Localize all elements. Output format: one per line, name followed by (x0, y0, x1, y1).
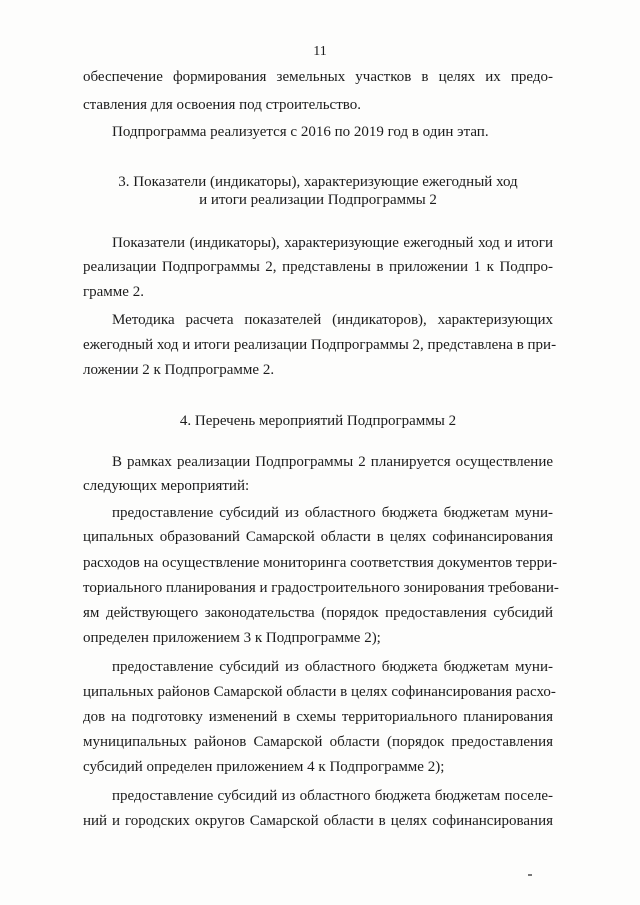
text-line: В рамках реализации Подпрограммы 2 планируется осуществление (112, 454, 553, 470)
scan-speck (528, 874, 532, 876)
list-item-line: ципальных районов Самарской области в целях софинансирования расхо- (83, 684, 556, 700)
text-line: Показатели (индикаторы), характеризующие ежегодный ход и итоги (112, 235, 553, 251)
list-item-line: ципальных образований Самарской области в целях софинансирования (83, 529, 553, 545)
text-line: следующих мероприятий: (83, 478, 250, 494)
list-item-line: предоставление субсидий из областного бюджета бюджетам муни- (112, 659, 553, 675)
text-line: реализации Подпрограммы 2, представлены в приложении 1 к Подпро- (83, 259, 553, 275)
text-line: Подпрограмма реализуется с 2016 по 2019 год в один этап. (112, 124, 489, 140)
list-item-line: предоставление субсидий из областного бюджета бюджетам поселе- (112, 788, 553, 804)
list-item-line: предоставление субсидий из областного бюджета бюджетам муни- (112, 505, 553, 521)
list-item-line: ториального планирования и градостроительного зонирования требовани- (83, 580, 559, 596)
text-line: обеспечение формирования земельных участков в целях их предо- (83, 69, 553, 85)
section-heading-3-line-1: 3. Показатели (индикаторы), характеризующие ежегодный ход (118, 174, 518, 190)
text-line: ложении 2 к Подпрограмме 2. (83, 362, 275, 378)
text-line: ежегодный ход и итоги реализации Подпрограммы 2, представлена в при- (83, 337, 557, 353)
list-item-line: субсидий определен приложением 4 к Подпрограмме 2); (83, 759, 445, 775)
text-line: Методика расчета показателей (индикаторов), характеризующих (112, 312, 553, 328)
section-heading-3-line-2: и итоги реализации Подпрограммы 2 (199, 192, 437, 208)
page-number: 11 (313, 44, 327, 59)
text-line: ставления для освоения под строительство. (83, 97, 361, 113)
list-item-line: расходов на осуществление мониторинга соответствия документов терри- (83, 555, 558, 571)
list-item-line: определен приложением 3 к Подпрограмме 2); (83, 630, 381, 646)
list-item-line: ям действующего законодательства (порядок предоставления субсидий (83, 605, 553, 621)
list-item-line: муниципальных районов Самарской области (порядок предоставления (83, 734, 553, 750)
list-item-line: дов на подготовку изменений в схемы территориального планирования (83, 709, 553, 725)
list-item-line: ний и городских округов Самарской области в целях софинансирования (83, 813, 553, 829)
text-line: грамме 2. (83, 284, 144, 300)
section-heading-4: 4. Перечень мероприятий Подпрограммы 2 (179, 413, 457, 429)
